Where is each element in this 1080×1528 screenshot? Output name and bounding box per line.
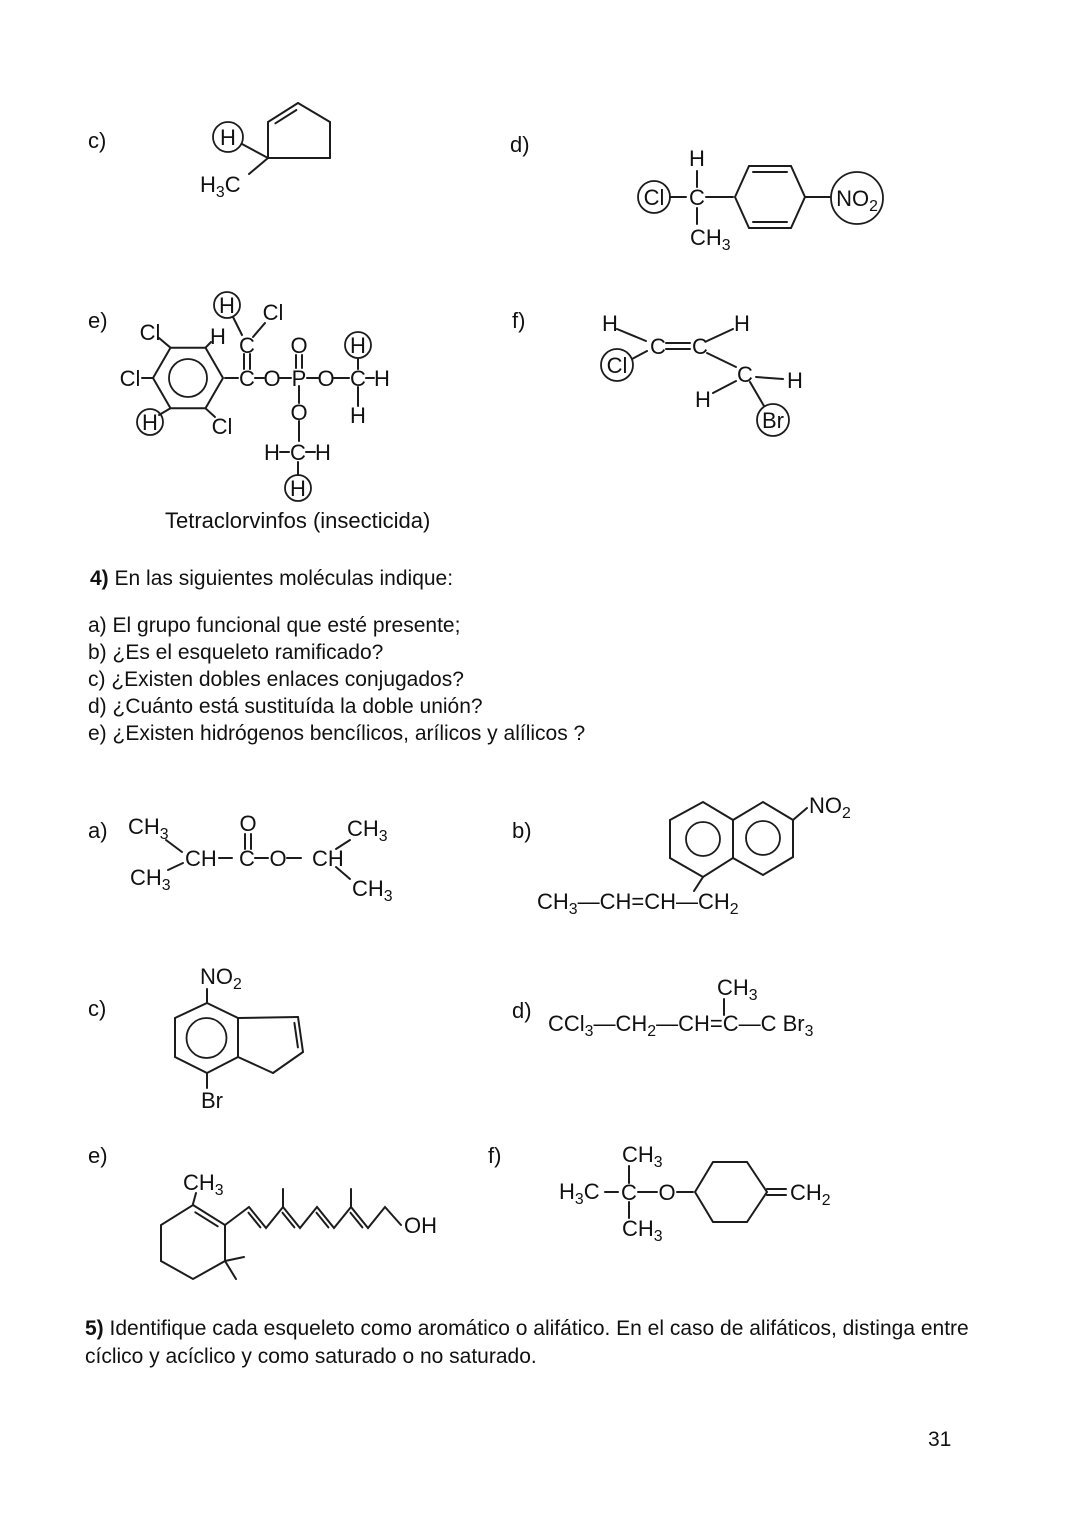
structure-e-top-label: e) <box>88 308 108 333</box>
atom-ch: CH <box>185 846 217 871</box>
structure-d-top-label: d) <box>510 132 530 157</box>
atom-o: O <box>269 846 287 871</box>
aromatic-circle <box>169 359 207 397</box>
atom-h: H <box>374 366 390 391</box>
atom-br: Br <box>201 1088 223 1113</box>
atom-ch3: $CH_3$ <box>347 816 388 845</box>
structure-e-top-drawing <box>95 285 410 515</box>
structure-a-label: a) <box>88 818 108 843</box>
question-4-item-b: b) ¿Es el esqueleto ramificado? <box>88 641 384 664</box>
atom-h: H <box>350 333 366 358</box>
structure-c-label: c) <box>88 996 107 1021</box>
benzene-ring <box>175 1003 238 1073</box>
question-4-item-e: e) ¿Existen hidrógenos bencílicos, arílicos y alílicos ? <box>88 722 586 745</box>
atom-h: H <box>219 293 235 318</box>
atom-o: O <box>290 400 308 425</box>
atom-ch3: $CH_3$ <box>622 1142 663 1171</box>
atom-cl: Cl <box>139 320 161 345</box>
atom-cl: Cl <box>211 414 233 439</box>
structure-b-label: b) <box>512 818 532 843</box>
atom-o: O <box>290 333 308 358</box>
structure-b-drawing <box>520 780 880 930</box>
structure-a-drawing <box>120 800 430 910</box>
atom-oh: OH <box>404 1213 437 1238</box>
atom-h3c: $H_3C$ <box>559 1179 600 1208</box>
atom-cl: Cl <box>643 185 665 210</box>
structure-c-drawing <box>130 955 370 1130</box>
structure-f-label: f) <box>488 1143 502 1168</box>
atom-h: H <box>350 403 366 428</box>
atom-cl: Cl <box>119 366 141 391</box>
atom-ch: CH <box>312 846 344 871</box>
structure-d-top-drawing <box>620 140 920 265</box>
question-4-item-c: c) ¿Existen dobles enlaces conjugados? <box>88 668 464 691</box>
atom-br: Br <box>762 408 784 433</box>
cyclohexene-ring <box>161 1205 225 1279</box>
atom-h: H <box>787 368 803 393</box>
question-4-heading <box>90 565 453 592</box>
aromatic-circle <box>686 822 720 856</box>
atom-p: P <box>291 366 307 391</box>
atom-ch3: $CH_3$ <box>690 225 731 254</box>
question-4-items <box>88 612 585 747</box>
structure-e-top-caption: Tetraclorvinfos (insecticida) <box>165 508 431 533</box>
atom-c: C <box>239 846 255 871</box>
atom-c: C <box>692 334 708 359</box>
atom-h: H <box>210 324 226 349</box>
atom-c: C <box>689 185 705 210</box>
chain-formula: $CCl_3—CH_2—CH=C—C$ $Br_3$ <box>548 1011 814 1040</box>
structure-f-drawing <box>545 1135 865 1255</box>
atom-o: O <box>263 366 281 391</box>
question-4-number: 4) <box>90 567 109 590</box>
atom-h: H <box>734 311 750 336</box>
structure-f-top-drawing <box>560 300 850 445</box>
structure-c-top-label: c) <box>88 128 107 153</box>
aromatic-circle <box>187 1018 227 1058</box>
atom-h: H <box>142 410 158 435</box>
atom-h3c: $H_3C$ <box>200 172 241 201</box>
atom-c: C <box>737 362 753 387</box>
structure-e-drawing <box>140 1140 440 1305</box>
atom-c: C <box>290 440 306 465</box>
benzene-ring <box>735 166 805 228</box>
naphthalene-right-ring <box>733 802 793 875</box>
atom-ch3: $CH_3$ <box>183 1170 224 1199</box>
atom-no2: $NO_2$ <box>809 793 851 822</box>
atom-h: H <box>602 311 618 336</box>
atom-h: H <box>689 146 705 171</box>
atom-o: O <box>658 1180 676 1205</box>
atom-h: H <box>315 440 331 465</box>
cyclohexane-ring <box>695 1162 767 1222</box>
atom-c: C <box>239 366 255 391</box>
atom-ch2: $CH_2$ <box>790 1180 831 1209</box>
atom-o: O <box>239 811 257 836</box>
bonds <box>207 989 303 1088</box>
atom-h: H <box>290 476 306 501</box>
atom-ch3: $CH_3$ <box>128 814 169 843</box>
atom-ch3: $CH_3$ <box>717 975 758 1004</box>
atom-c: C <box>650 334 666 359</box>
question-4-item-a: a) El grupo funcional que esté presente; <box>88 614 461 637</box>
atom-ch3: $CH_3$ <box>622 1216 663 1245</box>
atom-cl: Cl <box>262 300 284 325</box>
atom-c: C <box>239 333 255 358</box>
question-4-intro: En las siguientes moléculas indique: <box>114 567 454 590</box>
atom-h: H <box>220 125 236 150</box>
structure-f-top-label: f) <box>512 308 526 333</box>
question-5-text: Identifique cada esqueleto como aromático o alifático. En el caso de alifáticos, distinga entre cíclico y acíclico y como saturado o no saturado. <box>85 1317 969 1368</box>
atom-ch3: $CH_3$ <box>130 865 171 894</box>
question-5 <box>85 1315 985 1371</box>
bonds <box>242 103 330 174</box>
structure-d-drawing <box>540 965 870 1050</box>
question-5-number: 5) <box>85 1317 104 1340</box>
page-number: 31 <box>928 1428 952 1451</box>
structure-c-top-drawing <box>180 95 410 210</box>
double-bonds <box>753 172 787 222</box>
atom-c: C <box>350 366 366 391</box>
atom-ch3: $CH_3$ <box>352 876 393 905</box>
structure-e-label: e) <box>88 1143 108 1168</box>
atom-h: H <box>695 387 711 412</box>
atom-h: H <box>264 440 280 465</box>
chain-formula: $CH_3—CH=CH—CH_2$ <box>537 889 739 918</box>
structure-d-label: d) <box>512 998 532 1023</box>
naphthalene-left-ring <box>670 802 733 877</box>
bonds <box>139 317 374 475</box>
atom-cl: Cl <box>606 353 628 378</box>
question-4-item-d: d) ¿Cuánto está sustituída la doble unión? <box>88 695 483 718</box>
benzene-ring <box>153 348 223 409</box>
atom-o: O <box>317 366 335 391</box>
atom-no2: $NO_2$ <box>836 186 878 215</box>
aromatic-circle <box>746 821 780 855</box>
atom-no2: $NO_2$ <box>200 964 242 993</box>
atom-c: C <box>621 1180 637 1205</box>
